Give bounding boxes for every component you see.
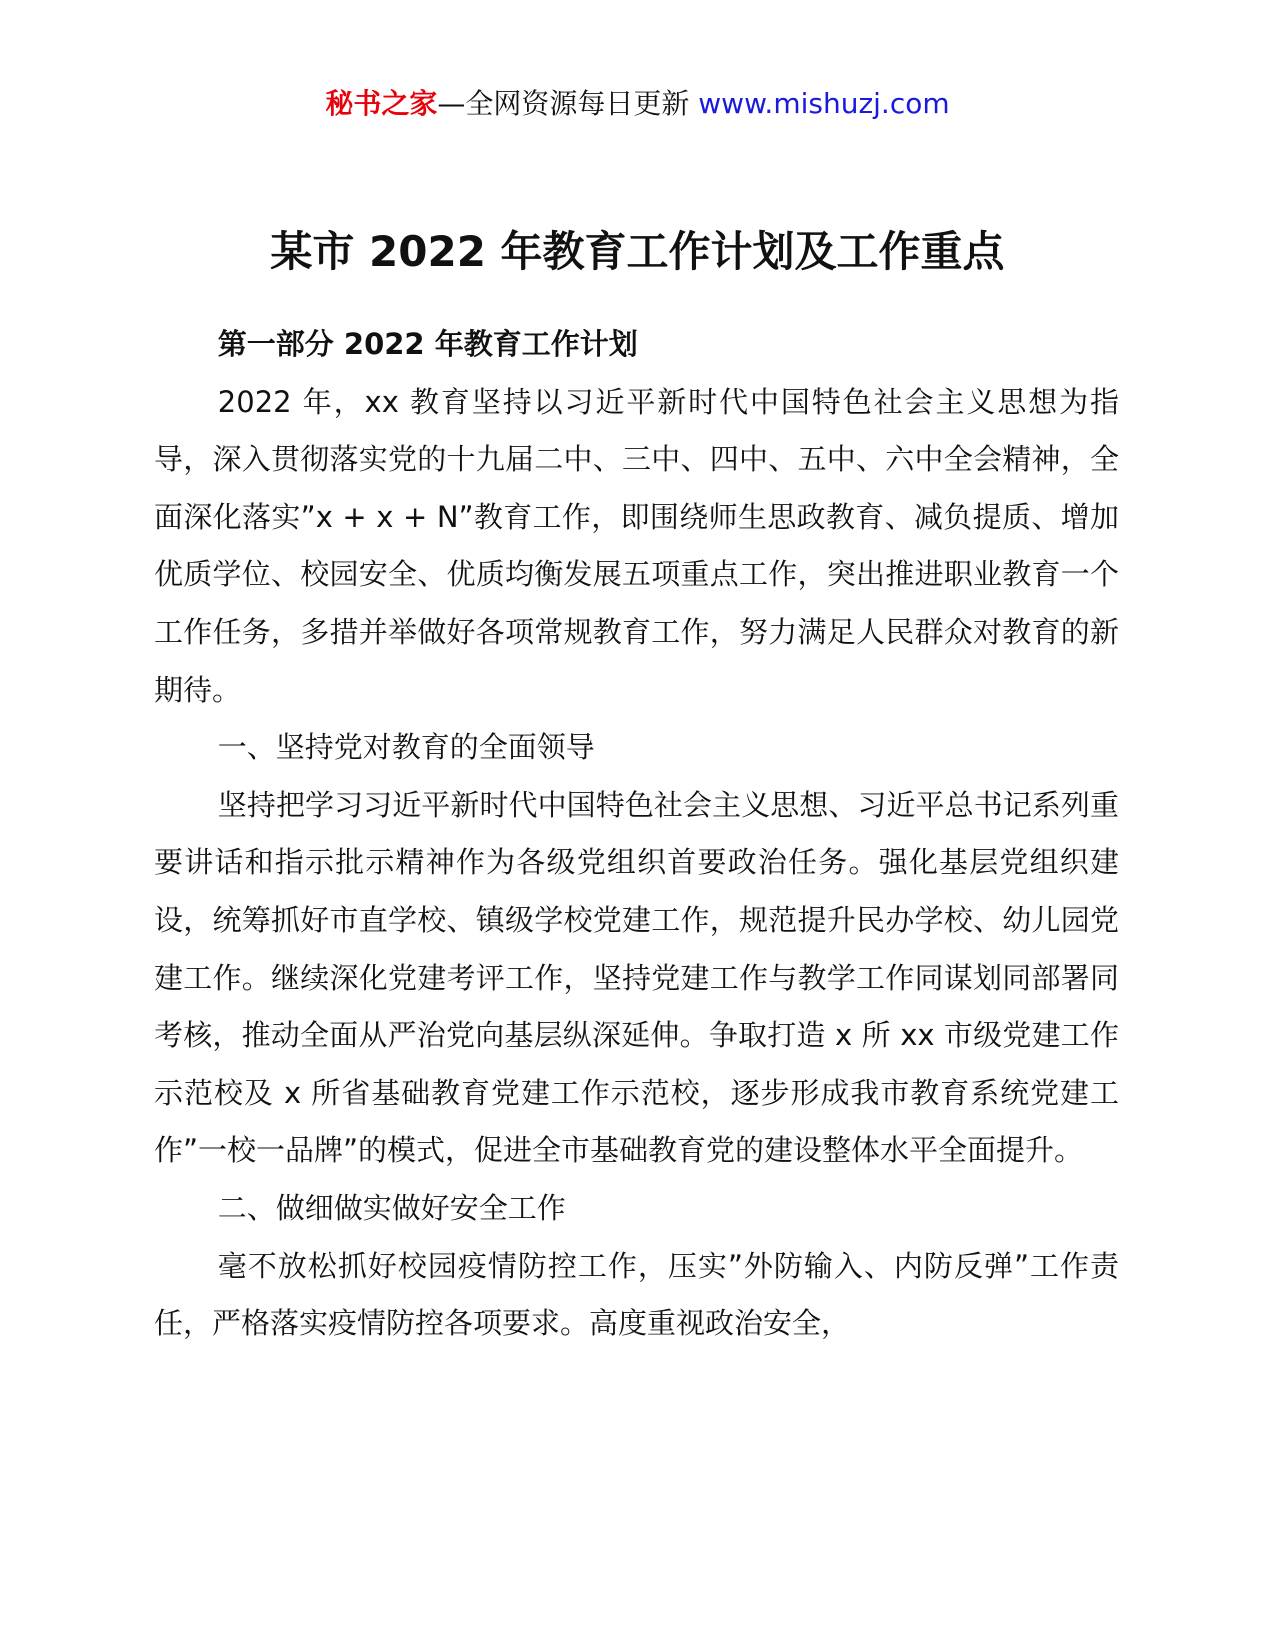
- section-heading-party-leadership: 一、坚持党对教育的全面领导: [217, 730, 595, 765]
- paragraph-intro: 2022 年，xx 教育坚持以习近平新时代中国特色社会主义思想为指导，深入贯彻落实党的十九届二中、三中、四中、五中、六中全会精神，全面深化落实”x + x + N”教育工作，即围绕师生思政教育、减负提质、增加优质学位、校园安全、优质均衡发展五项重点工作，突出推进职业教育一个工作任务，多措并举做好各项常规教育工作，努力满足人民群众对教育的新期待。: [154, 384, 1119, 707]
- section-heading-safety-work: 二、做细做实做好安全工作: [217, 1190, 566, 1225]
- header-brand: 秘书之家: [325, 87, 438, 120]
- page-header: [0, 84, 1275, 124]
- document-body: [154, 316, 1119, 1353]
- header-tagline: —全网资源每日更新: [437, 87, 699, 120]
- paragraph-safety-work: 毫不放松抓好校园疫情防控工作，压实”外防输入、内防反弹”工作责任，严格落实疫情防控各项要求。高度重视政治安全，: [154, 1248, 1119, 1341]
- document-title: 某市 2022 年教育工作计划及工作重点: [270, 227, 1005, 276]
- paragraph-party-leadership: 坚持把学习习近平新时代中国特色社会主义思想、习近平总书记系列重要讲话和指示批示精神作为各级党组织首要政治任务。强化基层党组织建设，统筹抓好市直学校、镇级学校党建工作，规范提升民办学校、幼儿园党建工作。继续深化党建考评工作，坚持党建工作与教学工作同谋划同部署同考核，推动全面从严治党向基层纵深延伸。争取打造 x 所 xx 市级党建工作示范校及 x 所省基础教育党建工作示范校，逐步形成我市教育系统党建工作”一校一品牌”的模式，促进全市基础教育党的建设整体水平全面提升。: [154, 787, 1119, 1168]
- part-heading: 第一部分 2022 年教育工作计划: [217, 327, 638, 361]
- header-url-link[interactable]: www.mishuzj.com: [698, 87, 950, 120]
